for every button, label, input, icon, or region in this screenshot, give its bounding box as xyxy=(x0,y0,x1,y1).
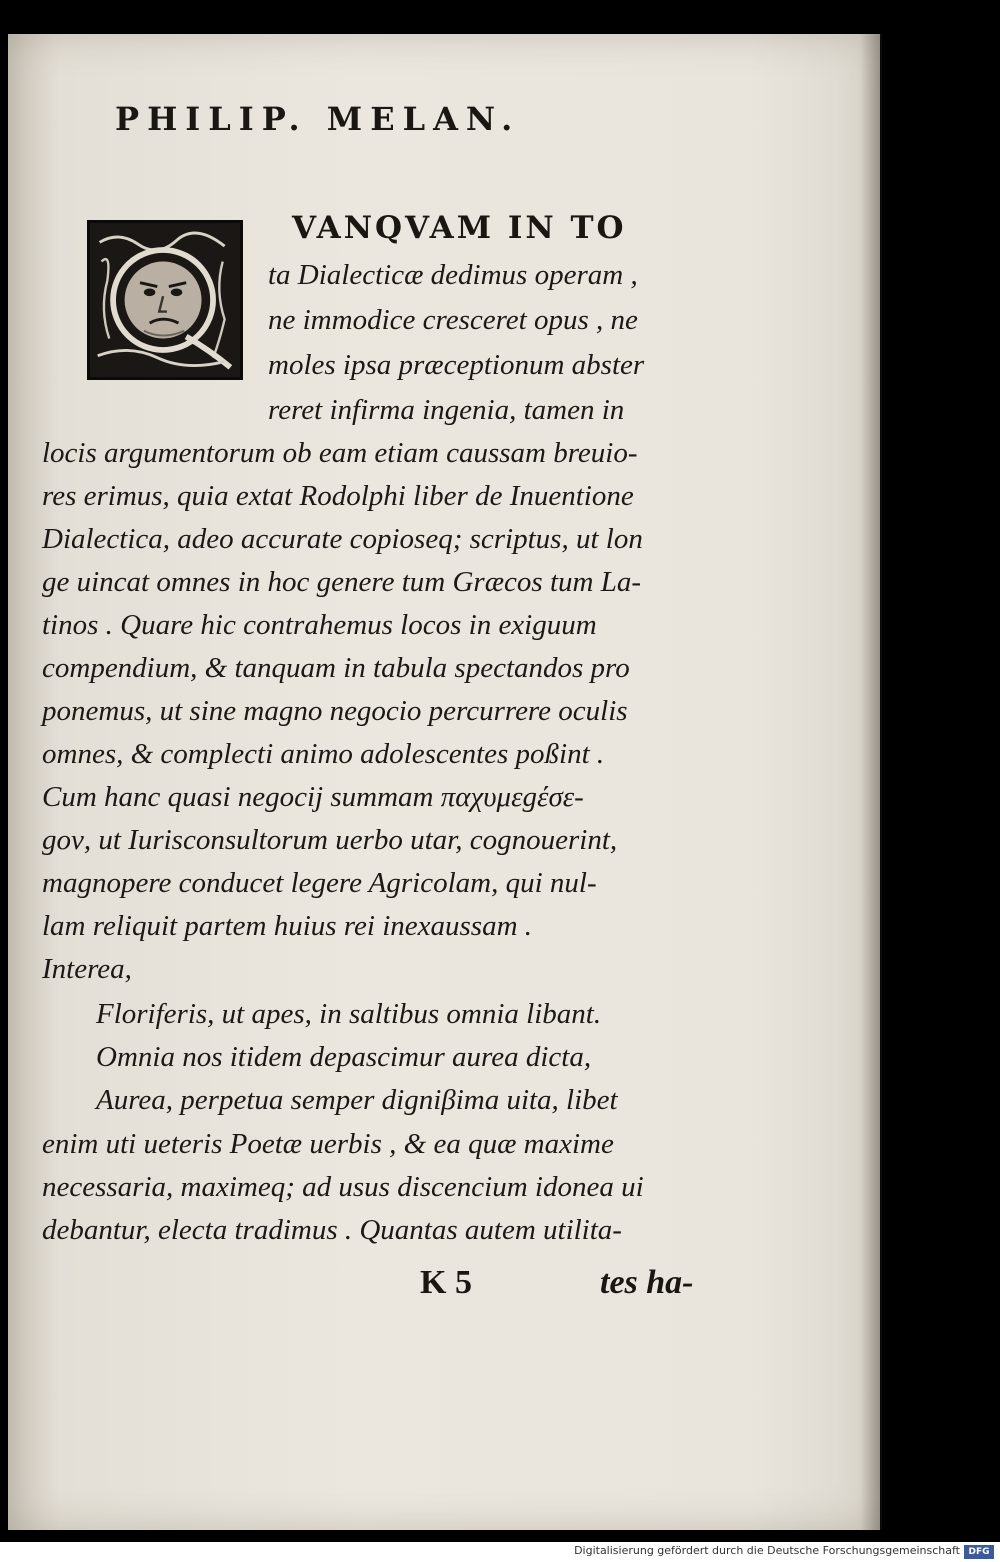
text-line: debantur, electa tradimus . Quantas autem utilita- xyxy=(42,1214,622,1246)
decorated-initial-icon xyxy=(87,220,243,380)
text-line: ne immodice cresceret opus , ne xyxy=(268,304,638,336)
text-line: ponemus, ut sine magno negocio percurrere oculis xyxy=(42,695,628,727)
verse-line: Aurea, perpetua semper digniβima uita, libet xyxy=(96,1084,618,1116)
text-line: moles ipsa præceptionum abster xyxy=(268,349,645,381)
running-head: PHILIP. MELAN. xyxy=(115,100,521,138)
verse-line: Floriferis, ut apes, in saltibus omnia libant. xyxy=(96,998,602,1030)
text-line: necessaria, maximeq; ad usus discencium idonea ui xyxy=(42,1171,644,1203)
text-line: omnes, & complecti animo adolescentes poßint . xyxy=(42,738,605,770)
signature-mark: K 5 xyxy=(420,1264,472,1301)
text-line: Cum hanc quasi negocij summam παχυμεgέσε- xyxy=(42,781,584,813)
text-line: res erimus, quia extat Rodolphi liber de Inuentione xyxy=(42,480,634,512)
text-line: lam reliquit partem huius rei inexaussam . xyxy=(42,910,533,942)
text-line: tinos . Quare hic contrahemus locos in exiguum xyxy=(42,609,597,641)
verse-line: Omnia nos itidem depascimur aurea dicta, xyxy=(96,1041,592,1073)
text-line: ge uincat omnes in hoc genere tum Græcos tum La- xyxy=(42,566,641,598)
dfg-logo-icon[interactable]: DFG xyxy=(964,1545,994,1559)
catchword: tes ha- xyxy=(600,1264,694,1301)
text-line: locis argumentorum ob eam etiam caussam breuio- xyxy=(42,437,638,469)
opening-capitals: VANQVAM IN TO xyxy=(292,210,627,246)
text-line: Interea, xyxy=(42,953,132,985)
text-line: ta Dialecticæ dedimus operam , xyxy=(268,259,638,291)
text-line: Dialectica, adeo accurate copioseq; scriptus, ut lon xyxy=(42,523,643,555)
woodcut-face-icon xyxy=(90,223,240,377)
text-line: reret infirma ingenia, tamen in xyxy=(268,394,625,426)
text-line: gον, ut Iurisconsultorum uerbo utar, cognouerint, xyxy=(42,824,618,856)
text-line: compendium, & tanquam in tabula spectandos pro xyxy=(42,652,630,684)
footer-credit: Digitalisierung gefördert durch die Deutsche Forschungsgemeinschaft xyxy=(574,1544,960,1557)
text-line: magnopere conducet legere Agricolam, qui nul- xyxy=(42,867,597,899)
text-line: enim uti ueteris Poetæ uerbis , & ea quæ maxime xyxy=(42,1128,614,1160)
page-edge-shadow xyxy=(860,34,882,1530)
